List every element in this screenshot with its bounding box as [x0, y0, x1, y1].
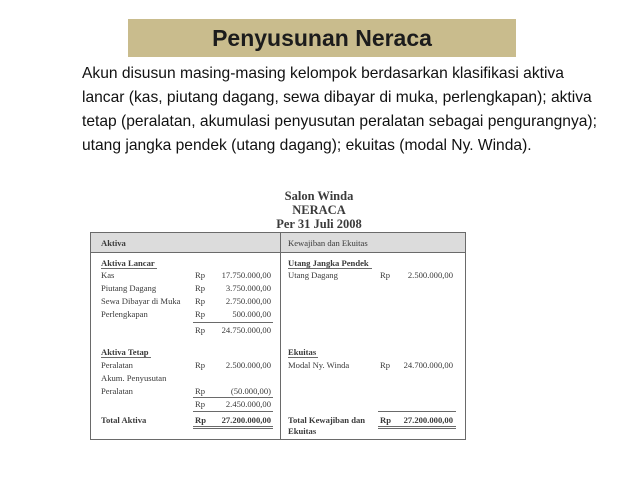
heading-underline — [101, 357, 151, 358]
equipment-amount: 2.500.000,00 — [225, 360, 271, 370]
statement-title: NERACA — [292, 203, 346, 217]
liabilities-equity-header: Kewajiban dan Ekuitas — [288, 238, 368, 248]
description-text: Akun disusun masing-masing kelompok berdasarkan klasifikasi aktiva lancar (kas, piutang dagang, sewa dibayar di muka, perlengkapan); aktiva tetap (peralatan, akumulasi penyusutan peralatan sebagai pengurangnya); utang jangka pendek (utang dagang); ekuitas (modal Ny. Winda). — [82, 65, 597, 154]
total-liabilities-label-line2: Ekuitas — [288, 426, 317, 436]
total-liabilities-amount: 27.200.000,00 — [403, 415, 453, 425]
currency-label: Rp — [195, 386, 206, 396]
slide-title-bar — [128, 19, 516, 57]
asset-label-sewa: Sewa Dibayar di Muka — [101, 296, 181, 306]
accum-depreciation-sublabel: Peralatan — [101, 386, 133, 396]
currency-label: Rp — [380, 415, 391, 425]
subtotal-rule — [193, 397, 273, 398]
asset-label-kas: Kas — [101, 270, 115, 280]
column-divider — [280, 233, 281, 439]
subtotal-rule — [193, 322, 273, 323]
current-assets-total: 24.750.000,00 — [221, 325, 271, 335]
total-assets-amount: 27.200.000,00 — [221, 415, 271, 425]
total-assets-label: Total Aktiva — [101, 415, 147, 425]
assets-header: Aktiva — [101, 238, 126, 248]
asset-amount-kas: 17.750.000,00 — [221, 270, 271, 280]
fixed-assets-net: 2.450.000,00 — [225, 399, 271, 409]
accum-depreciation-label: Akum. Penyusutan — [101, 373, 167, 383]
balance-sheet-table — [90, 232, 466, 440]
total-rule — [193, 411, 273, 412]
total-rule — [378, 411, 456, 412]
asset-amount-perlengkapan: 500.000,00 — [232, 309, 271, 319]
statement-company: Salon Winda — [284, 189, 354, 203]
liability-label: Utang Dagang — [288, 270, 338, 280]
currency-label: Rp — [195, 399, 206, 409]
accum-depreciation-amount: (50.000,00) — [230, 386, 271, 396]
double-rule — [378, 426, 456, 427]
currency-label: Rp — [195, 309, 206, 319]
asset-amount-sewa: 2.750.000,00 — [225, 296, 271, 306]
heading-underline — [288, 268, 372, 269]
currency-label: Rp — [195, 296, 206, 306]
asset-label-piutang: Piutang Dagang — [101, 283, 157, 293]
asset-label-perlengkapan: Perlengkapan — [101, 309, 148, 319]
statement-date: Per 31 Juli 2008 — [276, 217, 362, 231]
equipment-label: Peralatan — [101, 360, 133, 370]
total-liabilities-label: Total Kewajiban dan — [288, 415, 366, 425]
equity-heading: Ekuitas — [288, 347, 317, 357]
currency-label: Rp — [380, 360, 391, 370]
double-rule — [378, 428, 456, 429]
table-header-row — [91, 233, 465, 253]
currency-label: Rp — [195, 270, 206, 280]
equity-amount: 24.700.000,00 — [403, 360, 453, 370]
equity-label: Modal Ny. Winda — [288, 360, 350, 370]
currency-label: Rp — [195, 325, 206, 335]
currency-label: Rp — [195, 360, 206, 370]
currency-label: Rp — [195, 283, 206, 293]
current-assets-heading: Aktiva Lancar — [101, 258, 155, 268]
slide-title: Penyusunan Neraca — [212, 24, 432, 51]
fixed-assets-heading: Aktiva Tetap — [101, 347, 149, 357]
heading-underline — [101, 268, 157, 269]
heading-underline — [288, 357, 318, 358]
double-rule — [193, 426, 273, 427]
double-rule — [193, 428, 273, 429]
currency-label: Rp — [195, 415, 206, 425]
liability-amount: 2.500.000,00 — [407, 270, 453, 280]
currency-label: Rp — [380, 270, 391, 280]
short-term-liabilities-heading: Utang Jangka Pendek — [288, 258, 369, 268]
asset-amount-piutang: 3.750.000,00 — [225, 283, 271, 293]
